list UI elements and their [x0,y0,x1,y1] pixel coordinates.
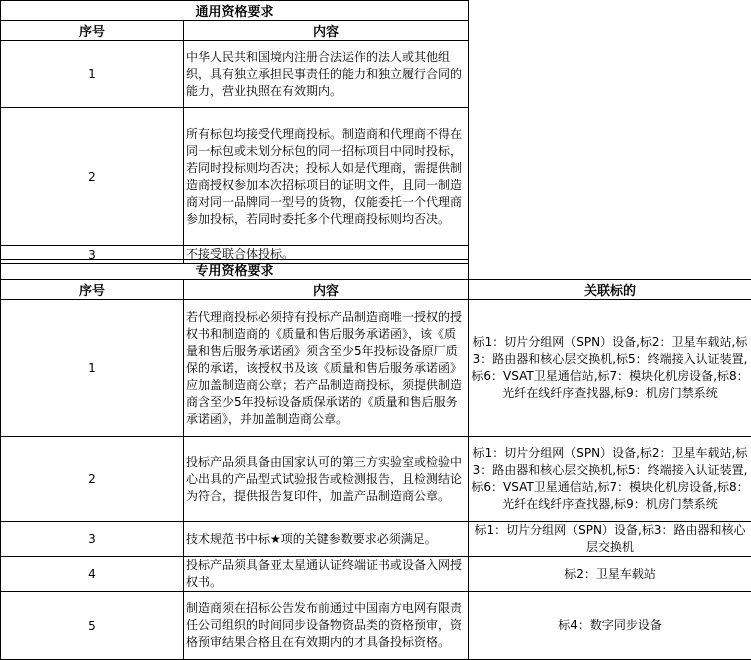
general-requirements-table [0,0,469,264]
special-table-title: 专用资格要求 [1,260,469,280]
row-number: 5 [1,592,184,660]
row-number: 1 [1,300,184,437]
row-number: 3 [1,522,184,557]
row-content: 投标产品须具备亚太星通认证终端证书或设备入网授权书。 [184,557,469,592]
row-number: 4 [1,557,184,592]
row-content: 若代理商投标必须持有投标产品制造商唯一授权的授权书和制造商的《质量和售后服务承诺函》，该《质量和售后服务承诺函》须含至少5年投标设备原厂质保的承诺，该授权书及该《质量和售后服务承诺函》应加盖制造商公章；若产品制造商投标，须提供制造商含至少5年投标设备质保承诺的《质量和售后服务承诺函》，并加盖制造商公章。 [184,300,469,437]
header-no: 序号 [1,280,184,300]
table-row [1,437,751,522]
row-content: 技术规范书中标★项的关键参数要求必须满足。 [184,522,469,557]
general-table-title: 通用资格要求 [1,1,469,21]
table-row [1,592,751,660]
row-content: 不接受联合体投标。 [184,246,469,264]
row-related: 标4：数字同步设备 [469,592,751,660]
row-content: 制造商须在招标公告发布前通过中国南方电网有限责任公司组织的时间同步设备物资品类的资格预审，资格预审结果合格且在有效期内的才具备投标资格。 [184,592,469,660]
row-content: 所有标包均接受代理商投标。制造商和代理商不得在同一标包或未划分标包的同一招标项目中同时投标，若同时投标则均否决；投标人如是代理商，需提供制造商授权参加本次招标项目的证明文件，且同一制造商对同一品牌同一型号的货物，仅能委托一个代理商参加投标，若同时委托多个代理商投标则均否决。 [184,108,469,246]
header-no: 序号 [1,21,184,41]
header-related: 关联标的 [469,280,751,300]
table-row [1,557,751,592]
header-content: 内容 [184,21,469,41]
row-number: 3 [1,246,184,264]
row-related: 标1：切片分组网（SPN）设备,标3：路由器和核心层交换机 [469,522,751,557]
table-row [1,41,469,108]
row-number: 1 [1,41,184,108]
table-row [1,300,751,437]
row-related: 标2：卫星车载站 [469,557,751,592]
row-content: 投标产品须具备由国家认可的第三方实验室或检验中心出具的产品型式试验报告或检测报告，且检测结论为符合，提供报告复印件，加盖产品制造商公章。 [184,437,469,522]
row-related: 标1：切片分组网（SPN）设备,标2：卫星车载站,标3：路由器和核心层交换机,标5：终端接入认证装置,标6：VSAT卫星通信站,标7：模块化机房设备,标8：光纤在线纤序查找器,标9：机房门禁系统 [469,437,751,522]
header-content: 内容 [184,280,469,300]
row-content: 中华人民共和国境内注册合法运作的法人或其他组织，具有独立承担民事责任的能力和独立履行合同的能力，营业执照在有效期内。 [184,41,469,108]
table-row [1,522,751,557]
row-number: 2 [1,108,184,246]
table-row [1,108,469,246]
special-requirements-table [0,259,751,660]
row-number: 2 [1,437,184,522]
row-related: 标1：切片分组网（SPN）设备,标2：卫星车载站,标3：路由器和核心层交换机,标5：终端接入认证装置,标6：VSAT卫星通信站,标7：模块化机房设备,标8：光纤在线纤序查找器,标9：机房门禁系统 [469,300,751,437]
empty-cell [469,260,751,280]
